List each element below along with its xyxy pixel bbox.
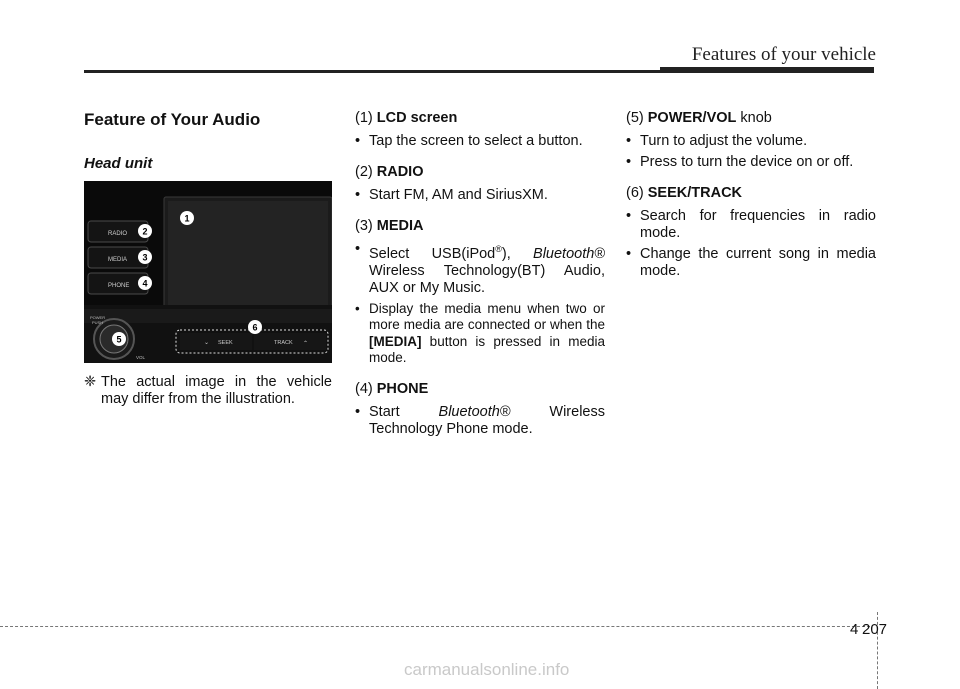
svg-text:2: 2 <box>142 226 148 237</box>
section-title: LCD screen <box>376 110 458 126</box>
track-label: TRACK <box>274 340 293 346</box>
section-media <box>355 218 605 367</box>
bullet: • Tap the screen to select a button. <box>355 133 605 150</box>
svg-text:4: 4 <box>142 278 148 289</box>
section-radio <box>355 164 605 204</box>
svg-text:5: 5 <box>116 334 122 345</box>
section-number: (3) <box>355 218 373 234</box>
bullet: • Turn to adjust the volume. <box>626 133 876 150</box>
right-column <box>626 110 876 294</box>
section-number: (2) <box>355 164 373 180</box>
bullet: • Press to turn the device on or off. <box>626 154 876 171</box>
subheading: Head unit <box>84 155 153 172</box>
middle-column <box>355 110 605 452</box>
illustration-note <box>84 374 332 408</box>
watermark: carmanualsonline.info <box>404 660 570 679</box>
bullet: • Change the current song in media mode. <box>626 246 876 280</box>
section-phone <box>355 381 605 438</box>
section-title: RADIO <box>376 164 424 180</box>
note-text: The actual image in the vehicle may differ from the illustration. <box>101 374 332 407</box>
header-rule-accent <box>660 67 874 72</box>
chapter-number: 4 <box>850 621 859 638</box>
section-number: (6) <box>626 185 644 201</box>
phone-button-label: PHONE <box>108 283 130 289</box>
head-unit-illustration <box>84 181 332 363</box>
svg-text:⌄: ⌄ <box>204 340 210 346</box>
section-seek-track <box>626 185 876 280</box>
section-title: MEDIA <box>376 218 424 234</box>
footer-rule <box>0 626 870 627</box>
section-title: SEEK/TRACK <box>647 185 743 201</box>
radio-button-label: RADIO <box>108 231 128 237</box>
bullet: • Start Bluetooth® Wireless Technology Phone mode. <box>355 404 605 438</box>
svg-text:6: 6 <box>252 322 258 333</box>
vol-label: VOL <box>136 355 146 360</box>
svg-text:⌃: ⌃ <box>303 341 309 347</box>
bullet: • Select USB(iPod®), Bluetooth® Wireless Technology(BT) Audio, AUX or My Music. <box>355 241 605 297</box>
section-number: (4) <box>355 380 373 397</box>
svg-text:1: 1 <box>184 213 190 224</box>
push-label: PUSH <box>92 320 104 325</box>
seek-label: SEEK <box>218 340 233 346</box>
media-button-label: MEDIA <box>108 257 128 263</box>
note-symbol: ❈ <box>84 374 97 390</box>
section-number: (1) <box>355 110 373 126</box>
section-lcd-screen <box>355 110 605 150</box>
svg-text:3: 3 <box>142 252 148 263</box>
header-title: Features of your vehicle <box>691 44 876 65</box>
section-power-vol: (5) POWER/VOL knob • Turn to adjust the volume. • Press to turn the device on or off. <box>626 110 876 171</box>
section-heading: Feature of Your Audio <box>84 110 261 129</box>
power-label: POWER <box>90 315 106 320</box>
bullet: • Display the media menu when two or more media are connected or when the [MEDIA] button is pressed in media mode. <box>355 301 605 367</box>
bullet: • Start FM, AM and SiriusXM. <box>355 187 605 204</box>
section-number: (5) <box>626 110 644 126</box>
bullet: • Search for frequencies in radio mode. <box>626 208 876 242</box>
section-title: POWER/VOL <box>647 110 737 126</box>
page-number: 207 <box>862 621 888 638</box>
seek-track-buttons <box>176 330 328 353</box>
section-title: PHONE <box>376 380 429 397</box>
